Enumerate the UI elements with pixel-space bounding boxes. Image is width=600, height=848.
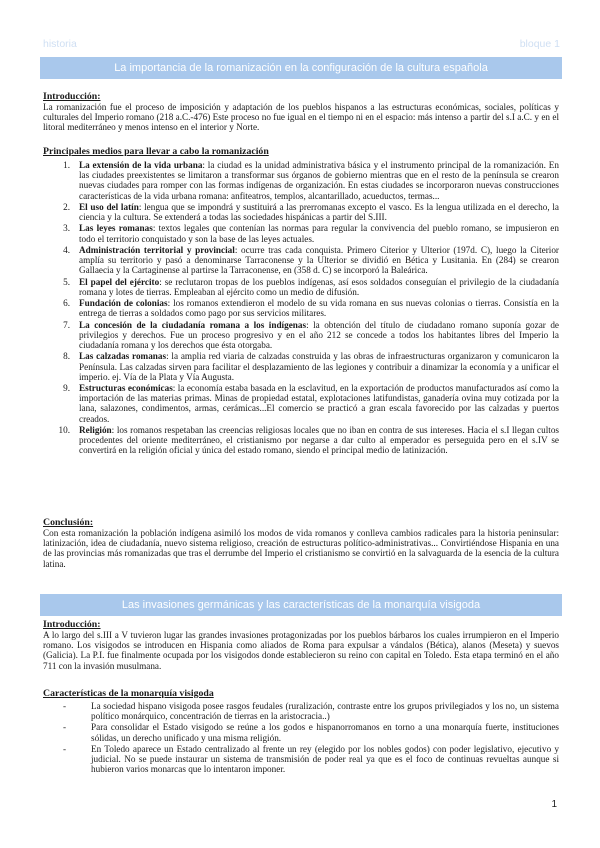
list-item	[43, 701, 559, 721]
list-item	[43, 202, 559, 222]
list-item	[43, 383, 559, 424]
list-item	[43, 425, 559, 456]
list-item-text: : la ciudad es la unidad administrativa básica y el instrumento principal de la romanización. En las ciudades preexistentes se limitaron a transformar sus órganos de gobierno mientras que en el resto de la península se crearon nuevas ciudades para romper con las formas indígenas de organización. En estas ciudades se incorporaron nuevas construcciones características de la vida urbana romana: anfiteatros, templos, alcantarillado, acueductos, termas...	[79, 160, 559, 201]
list-item-dash: -	[63, 701, 67, 711]
intro-heading: Introducción:	[43, 91, 101, 102]
list-item	[43, 277, 559, 297]
subject-label: historia	[43, 38, 77, 50]
list-item-dash: -	[63, 743, 67, 754]
intro2-heading: Introducción:	[43, 619, 101, 630]
list-item-term: La concesión de la ciudadanía romana a los indígenas	[79, 319, 307, 330]
list-item	[43, 223, 559, 243]
section1-intro	[43, 91, 559, 133]
caracteristicas-heading: Características de la monarquía visigoda	[43, 688, 214, 699]
list-item-term: El papel del ejército	[79, 276, 160, 287]
caracteristicas-list	[43, 701, 559, 774]
intro2-text: A lo largo del s.III a V tuvieron lugar las grandes invasiones protagonizadas por los pueblos bárbaros los cuales irrumpieron en el Imperio romano. Los visigodos se introducen en Hispania como aliados de Roma para expulsar a vándalos (Bética), alanos (Meseta) y suevos (Galicia). La P.I. fue finalmente ocupada por los visigodos donde establecieron su reino con capital en Toledo. Esta etapa terminó en el año 711 con la invasión musulmana.	[43, 630, 559, 671]
list-item-term: Administración territorial y provincial	[79, 244, 235, 255]
list-item-body	[79, 425, 559, 456]
list-item	[43, 722, 559, 742]
list-item-dash: -	[63, 722, 67, 733]
list-item-number: 5.	[63, 276, 70, 287]
conclusion-text: Con esta romanización la población indígena asimiló los modos de vida romanos y conlleva cambios radicales para la historia peninsular: latinización, idea de ciudadanía, nuevo sistema religioso, creación de estructuras político-administrativas... Convirtiéndose Hispania en una de las provincias más romanizadas que tras el derrumbe del Imperio el cristianismo se convirtió en la salvaguarda de la esencia de la cultura latina.	[43, 528, 559, 569]
list-item-text: : la amplia red viaria de calzadas construida y las obras de infraestructuras organizaron y comunicaron la Península. Las calzadas sirven para facilitar el desplazamiento de las legiones y contribuir a dinamizar la economía y a unificar el imperio. ej. Vía de la Plata y Vía Augusta.	[79, 351, 559, 382]
list-item-body	[79, 223, 559, 243]
list-item-term: Religión	[79, 424, 112, 435]
list-item-body	[79, 351, 559, 382]
conclusion-section	[43, 517, 559, 569]
list-item-number: 9.	[63, 383, 70, 394]
list-item-number: 3.	[63, 223, 70, 234]
list-item-text: : lengua que se impondrá y sustituirá a las prerromanas excepto el vasco. Es la lengua utilizada en el derecho, la ciencia y la cultura. Se extenderá a todas las sociedades hispánicas a partir del S.III.	[79, 201, 559, 223]
conclusion-heading: Conclusión:	[43, 517, 94, 528]
list-item-body	[79, 298, 559, 318]
list-item-number: 7.	[63, 319, 70, 330]
list-item-text: : la economía estaba basada en la esclavitud, en la exportación de productos manufacturados así como la importación de las materias primas. Minas de propiedad estatal, explotaciones latifundistas, ganadería ovina muy cotizada por la lana, salazones, condimentos, armas, cerámicas...El comercio se practicó a gran escala favorecido por las calzadas y puertos creados.	[79, 383, 559, 424]
list-item-text: : los romanos respetaban las creencias religiosas locales que no iban en contra de sus intereses. Hacia el s.I llegan cultos procedentes del oriente mediterráneo, el cristianismo por negarse a dar culto al emperador es perseguida pero en el s.IV se convertirá en la religión oficial y única del estado romano, siendo el principal medio de latinización.	[79, 424, 559, 456]
section2-intro	[43, 619, 559, 671]
list-item-body	[79, 383, 559, 424]
intro-text: La romanización fue el proceso de imposición y adaptación de los pueblos hispanos a las estructuras económicas, sociales, políticas y culturales del Imperio romano (218 a.C.-476) Este proceso no fue igual en el tiempo ni en el espacio: más intenso a partir del s.I a.C. y en el litoral mediterráneo y menos intenso en el interior y Norte.	[43, 102, 559, 133]
list-item	[43, 351, 559, 382]
list-item	[43, 298, 559, 318]
list-item-text: : la obtención del título de ciudadano romano suponía gozar de privilegios y derechos. Fue un proceso progresivo y en el año 212 se concede a todos los habitantes libres del Imperio la ciudadanía romana y los derechos que ésta otorgaba.	[79, 319, 559, 351]
page-number: 1	[551, 799, 557, 810]
list-item	[43, 744, 559, 775]
list-item-term: Estructuras económicas	[79, 383, 173, 394]
list-item-text: : los romanos extendieron el modelo de su vida romana en sus nuevas colonias o tierras. Consistía en la entrega de tierras a soldados como pago por sus servicios militares.	[79, 298, 559, 319]
list-item-number: 6.	[63, 298, 70, 309]
list-item-number: 1.	[63, 160, 70, 170]
list-item-text: : se reclutaron tropas de los pueblos indígenas, así esos soldados conseguían el privilegio de la ciudadanía romana y lotes de tierras. Empleaban al ejército como un medio de difusión.	[79, 276, 560, 297]
list-item	[43, 160, 559, 201]
list-item	[43, 320, 559, 351]
list-item-number: 4.	[63, 244, 70, 255]
list-item-number: 10.	[58, 424, 70, 435]
medios-heading: Principales medios para llevar a cabo la romanización	[43, 146, 269, 157]
list-item-body	[79, 320, 559, 351]
list-item-body	[79, 160, 559, 201]
section1-title-banner: La importancia de la romanización en la configuración de la cultura española	[40, 57, 562, 79]
section2-title-banner: Las invasiones germánicas y las características de la monarquía visigoda	[40, 594, 562, 616]
medios-list	[43, 160, 559, 456]
list-item-text: La sociedad hispano visigoda posee rasgos feudales (ruralización, contraste entre los grupos privilegiados y los no, un sistema político monárquico, concentración de tierras en la aristocracia..)	[91, 701, 559, 722]
list-item-term: La extensión de la vida urbana	[79, 160, 203, 170]
list-item-body	[79, 202, 559, 222]
list-item-term: El uso del latín	[79, 201, 139, 212]
caracteristicas-section	[43, 688, 559, 775]
list-item-number: 2.	[63, 201, 70, 212]
list-item	[43, 245, 559, 276]
list-item-number: 8.	[63, 351, 70, 362]
list-item-text: : ocurre tras cada conquista. Primero Citerior y Ulterior (197d. C), luego la Citerior amplía su territorio y pasó a denominarse Tarraconense y la Ulterior se dividió en Bética y Lusitania. En (284) se crearon Gallaecia y la Cartaginense al partirse la Tarraconense, en (358 d. C) se incorporó la Baleárica.	[79, 244, 559, 276]
list-item-term: Fundación de colonias	[79, 298, 168, 309]
list-item-body	[79, 277, 559, 297]
list-item-text: Para consolidar el Estado visigodo se reúne a los godos e hispanorromanos en torno a una monarquía fuerte, instituciones sólidas, un derecho unificado y una misma religión.	[91, 722, 559, 743]
list-item-text: : textos legales que contenían las normas para regular la convivencia del pueblo romano, se impusieron en todo el territorio conquistado y son la base de las leyes actuales.	[79, 223, 559, 244]
list-item-body	[79, 245, 559, 276]
block-label: bloque 1	[519, 38, 560, 50]
list-item-text: En Toledo aparece un Estado centralizado al frente un rey (elegido por los nobles godos) con poder legislativo, ejecutivo y judicial. No se puede instaurar un sistema de transmisión de poder real ya que es el foco de continuas revueltas aunque si hubieron varios monarcas que lo intentaron imponer.	[91, 743, 559, 775]
medios-section	[43, 146, 559, 457]
list-item-term: Las calzadas romanas	[79, 351, 167, 362]
list-item-term: Las leyes romanas	[79, 223, 153, 234]
